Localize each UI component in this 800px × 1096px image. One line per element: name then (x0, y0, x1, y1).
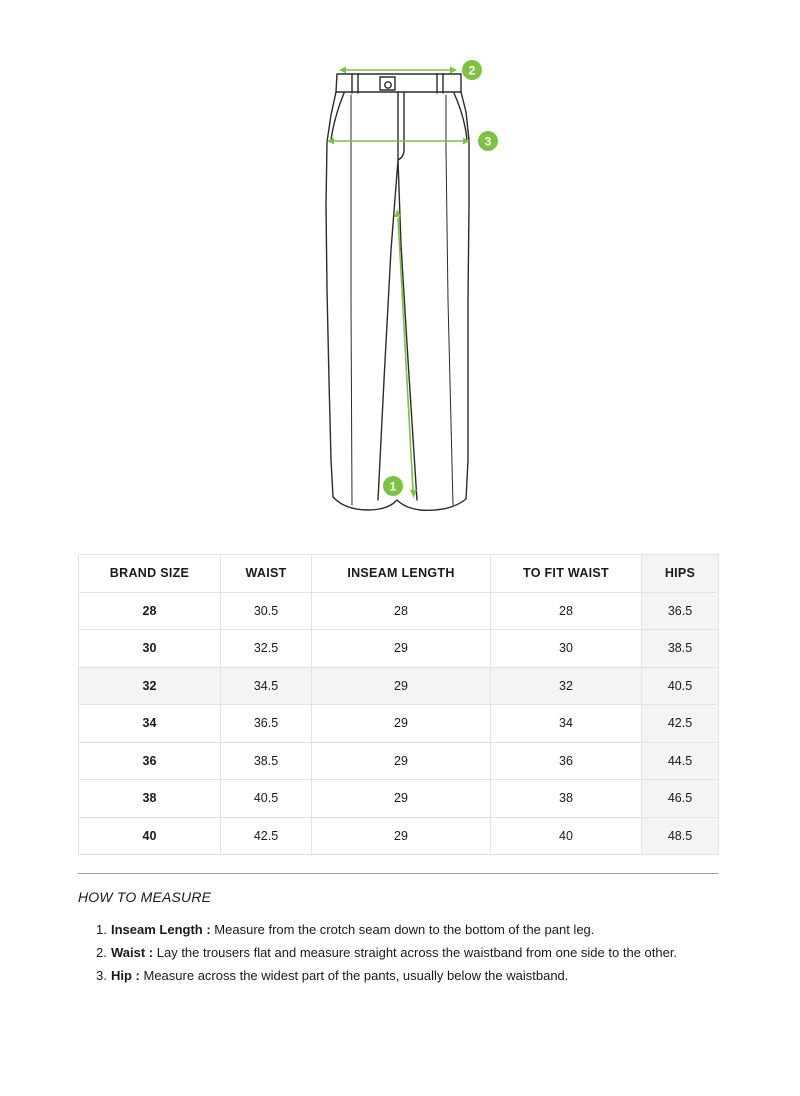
cell-hips: 42.5 (642, 705, 719, 743)
cell-to-fit-waist: 36 (491, 742, 642, 780)
pocket-left (331, 93, 344, 140)
cell-hips: 38.5 (642, 630, 719, 668)
pocket-right (454, 93, 467, 140)
list-item-number: 1. (96, 922, 107, 937)
marker-1-icon (383, 476, 403, 496)
list-item-term: Inseam Length : (111, 922, 211, 937)
list-item (96, 942, 711, 964)
cell-inseam-length: 28 (312, 592, 491, 630)
cell-waist: 34.5 (221, 667, 312, 705)
list-item-text: Measure across the widest part of the pants, usually below the waistband. (139, 968, 569, 983)
list-item (96, 919, 711, 941)
svg-text:2: 2 (468, 63, 476, 78)
size-chart-table (78, 554, 719, 855)
list-item-number: 2. (96, 945, 107, 960)
waistband-outline (336, 74, 461, 92)
cell-brand-size: 34 (79, 705, 221, 743)
cell-inseam-length: 29 (312, 817, 491, 855)
button (385, 82, 391, 88)
cell-inseam-length: 29 (312, 780, 491, 818)
cell-brand-size: 32 (79, 667, 221, 705)
table-row (79, 817, 719, 855)
cell-to-fit-waist: 38 (491, 780, 642, 818)
cell-inseam-length: 29 (312, 742, 491, 780)
how-to-measure-title: HOW TO MEASURE (78, 889, 212, 905)
belt-loop-right (437, 74, 443, 93)
table-row (79, 780, 719, 818)
table-row (79, 592, 719, 630)
waist-measure-arrow (339, 67, 457, 74)
belt-loop-left (352, 74, 358, 93)
cell-hips: 48.5 (642, 817, 719, 855)
cell-brand-size: 38 (79, 780, 221, 818)
cell-waist: 36.5 (221, 705, 312, 743)
pants-illustration (0, 0, 800, 530)
cell-hips: 40.5 (642, 667, 719, 705)
cell-waist: 40.5 (221, 780, 312, 818)
cell-to-fit-waist: 32 (491, 667, 642, 705)
header-brand-size: BRAND SIZE (79, 555, 221, 593)
table-header-row (79, 555, 719, 593)
table-row (79, 742, 719, 780)
cell-waist: 32.5 (221, 630, 312, 668)
header-inseam-length: INSEAM LENGTH (312, 555, 491, 593)
table-row (79, 667, 719, 705)
cell-hips: 46.5 (642, 780, 719, 818)
svg-text:1: 1 (389, 479, 397, 494)
cell-to-fit-waist: 34 (491, 705, 642, 743)
section-divider (78, 873, 718, 874)
fly-stitch (398, 92, 404, 160)
cell-brand-size: 40 (79, 817, 221, 855)
marker-2-icon (462, 60, 482, 80)
cell-brand-size: 28 (79, 592, 221, 630)
list-item-number: 3. (96, 968, 107, 983)
table-row (79, 705, 719, 743)
cell-inseam-length: 29 (312, 667, 491, 705)
cell-to-fit-waist: 30 (491, 630, 642, 668)
cell-hips: 44.5 (642, 742, 719, 780)
cell-waist: 42.5 (221, 817, 312, 855)
cell-brand-size: 30 (79, 630, 221, 668)
list-item (96, 965, 711, 987)
marker-3-icon (478, 131, 498, 151)
table-row (79, 630, 719, 668)
crease-right (446, 95, 453, 505)
list-item-text: Measure from the crotch seam down to the bottom of the pant leg. (210, 922, 595, 937)
cell-to-fit-waist: 40 (491, 817, 642, 855)
list-item-term: Hip : (111, 968, 140, 983)
svg-text:3: 3 (484, 134, 492, 149)
header-hips: HIPS (642, 555, 719, 593)
header-waist: WAIST (221, 555, 312, 593)
list-item-term: Waist : (111, 945, 154, 960)
cell-to-fit-waist: 28 (491, 592, 642, 630)
cell-inseam-length: 29 (312, 630, 491, 668)
cell-hips: 36.5 (642, 592, 719, 630)
pants-diagram (0, 0, 800, 530)
header-to-fit-waist: TO FIT WAIST (491, 555, 642, 593)
cell-waist: 30.5 (221, 592, 312, 630)
cell-inseam-length: 29 (312, 705, 491, 743)
cell-waist: 38.5 (221, 742, 312, 780)
crease-left (351, 95, 352, 505)
list-item-text: Lay the trousers flat and measure straight across the waistband from one side to the other. (153, 945, 678, 960)
measure-instructions-list (96, 919, 711, 988)
cell-brand-size: 36 (79, 742, 221, 780)
